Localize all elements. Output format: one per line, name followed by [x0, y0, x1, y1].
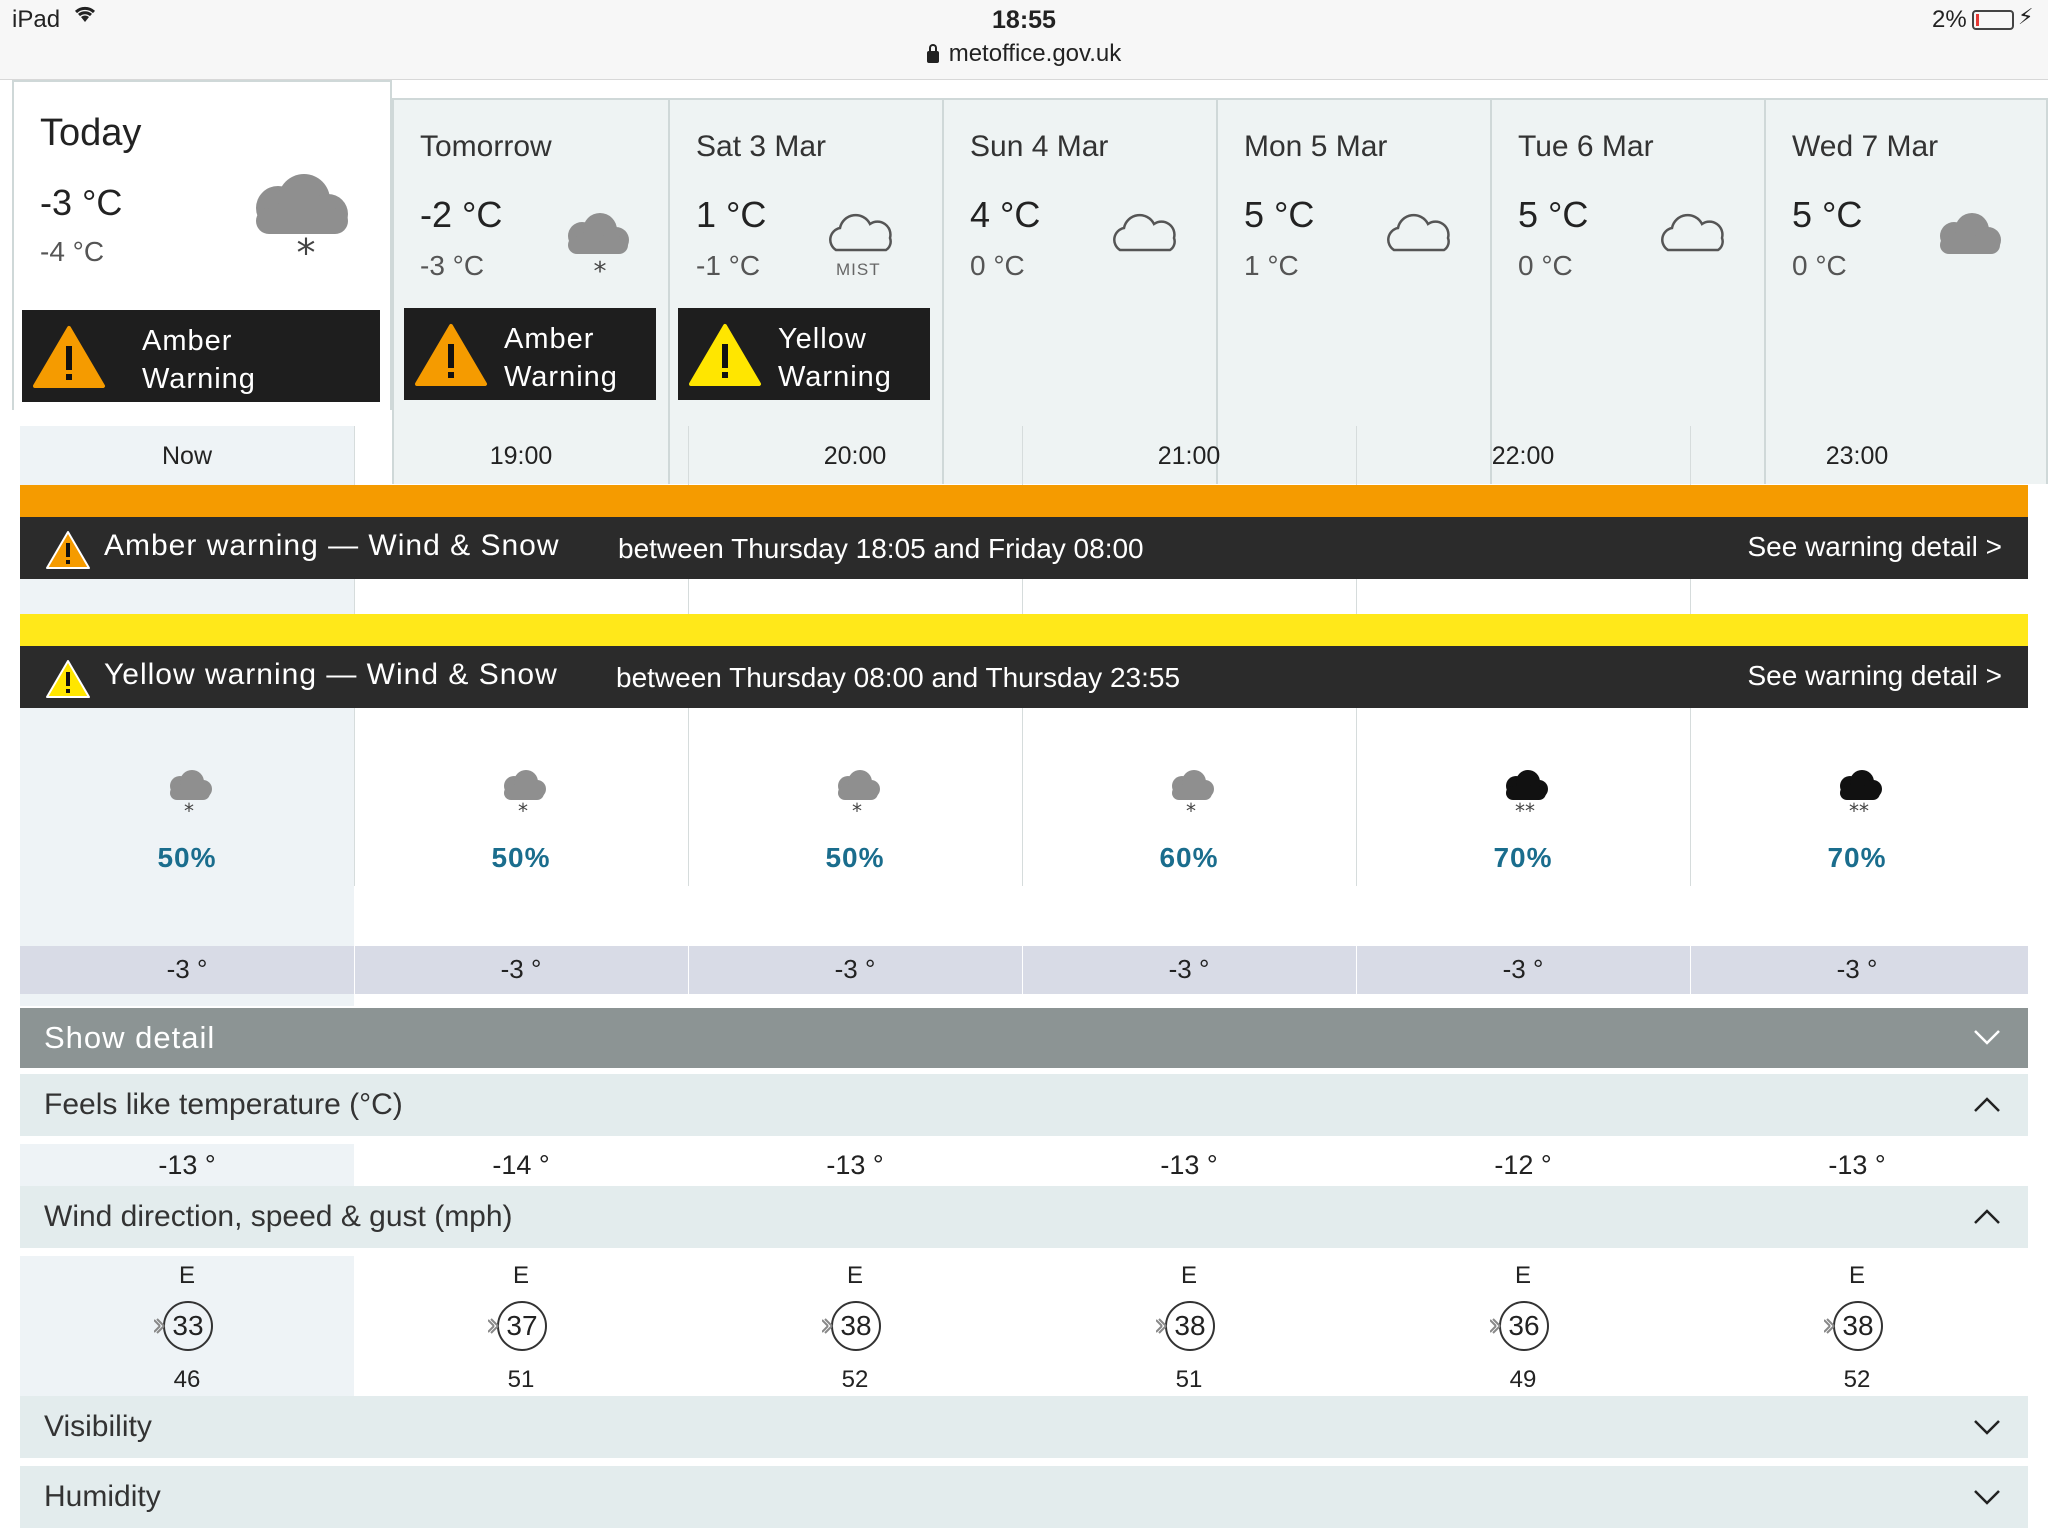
- wind-direction: E: [846, 1262, 863, 1289]
- clock: 18:55: [992, 6, 1056, 34]
- svg-text:**: **: [1515, 799, 1535, 818]
- day-max-temp: 4 °C: [970, 194, 1041, 235]
- wind-direction: E: [512, 1262, 529, 1289]
- light-snow-icon: [830, 770, 882, 818]
- feels-like-value: -13 °: [1828, 1150, 1886, 1180]
- wind-speed-badge: [154, 1296, 214, 1356]
- charging-icon: ⚡: [2018, 4, 2034, 29]
- see-warning-detail-link[interactable]: See warning detail >: [1747, 660, 2002, 691]
- precip-probability: 50%: [491, 842, 551, 873]
- light-snow-icon: [496, 770, 548, 818]
- day-min-temp: 0 °C: [1792, 250, 1847, 281]
- day-tab-mon-5-mar[interactable]: [1216, 98, 1490, 484]
- feels-like-value: -14 °: [492, 1150, 550, 1180]
- light-snow-icon: [162, 770, 214, 818]
- feels-like-label: Feels like temperature (°C): [44, 1088, 403, 1121]
- warning-triangle-icon: [44, 529, 92, 571]
- hour-label: 23:00: [1825, 442, 1889, 470]
- cloud-outline-icon: [1652, 210, 1732, 260]
- wind-speed: 38: [840, 1310, 872, 1341]
- day-max-temp: 5 °C: [1518, 194, 1589, 235]
- warning-word: Warning: [504, 361, 618, 393]
- wind-direction: E: [178, 1262, 195, 1289]
- svg-text:*: *: [296, 231, 316, 268]
- temperature-value: -3 °: [1502, 954, 1544, 984]
- temperature-value: -3 °: [834, 954, 876, 984]
- warning-triangle-icon: [688, 322, 762, 388]
- day-name: Sun 4 Mar: [970, 130, 1109, 163]
- wind-gust: 49: [1509, 1366, 1537, 1393]
- svg-text:**: **: [1849, 799, 1869, 818]
- svg-text:*: *: [184, 799, 194, 818]
- show-detail-toggle[interactable]: [20, 1008, 2028, 1068]
- day-name: Wed 7 Mar: [1792, 130, 1939, 163]
- hour-label: 22:00: [1491, 442, 1555, 470]
- cloud-outline-icon: [1104, 210, 1184, 260]
- svg-text:*: *: [518, 799, 528, 818]
- svg-text:*: *: [852, 799, 862, 818]
- wind-speed: 38: [1842, 1310, 1874, 1341]
- warning-badge-amber[interactable]: [404, 308, 656, 400]
- wind-gust: 46: [173, 1366, 201, 1393]
- wind-direction: E: [1514, 1262, 1531, 1289]
- svg-text:*: *: [1186, 799, 1196, 818]
- warning-period: between Thursday 08:00 and Thursday 23:55: [616, 662, 1181, 693]
- device-name: iPad: [12, 6, 61, 33]
- cloud-outline-icon: [1378, 210, 1458, 260]
- day-min-temp: 0 °C: [1518, 250, 1573, 281]
- amber-warning-stripe: [20, 485, 2028, 517]
- wind-speed-badge: [1824, 1296, 1884, 1356]
- day-tab-tomorrow[interactable]: [392, 98, 668, 484]
- precip-probability: 50%: [825, 842, 885, 873]
- wind-speed-badge: [1490, 1296, 1550, 1356]
- wind-gust: 51: [507, 1366, 535, 1393]
- day-tab-sun-4-mar[interactable]: [942, 98, 1216, 484]
- wind-section-header[interactable]: [20, 1186, 2028, 1248]
- wind-speed: 36: [1508, 1310, 1540, 1341]
- day-min-temp: -3 °C: [420, 250, 485, 281]
- chevron-down-icon: [1972, 1416, 2002, 1438]
- wind-gust: 51: [1175, 1366, 1203, 1393]
- svg-text:*: *: [593, 257, 607, 280]
- wind-direction: E: [1848, 1262, 1865, 1289]
- warning-level: Amber: [504, 323, 595, 355]
- warning-type: Yellow warning — Wind & Snow: [104, 658, 558, 691]
- wind-speed-badge: [822, 1296, 882, 1356]
- day-name: Mon 5 Mar: [1244, 130, 1388, 163]
- day-tab-wed-7-mar[interactable]: [1764, 98, 2048, 484]
- warning-type: Amber warning — Wind & Snow: [104, 529, 560, 562]
- warning-word: Warning: [778, 361, 892, 393]
- wind-speed: 33: [172, 1310, 204, 1341]
- day-min-temp: 1 °C: [1244, 250, 1299, 281]
- day-tab-today[interactable]: [12, 80, 392, 410]
- humidity-label: Humidity: [44, 1480, 161, 1513]
- see-warning-detail-link[interactable]: See warning detail >: [1747, 531, 2002, 562]
- mist-cloud-icon: [820, 210, 900, 260]
- temperature-value: -3 °: [1836, 954, 1878, 984]
- day-name: Tue 6 Mar: [1518, 130, 1654, 163]
- warning-word: Warning: [142, 363, 256, 395]
- status-bar: [0, 0, 2048, 80]
- chevron-up-icon: [1972, 1094, 2002, 1116]
- precip-probability: 70%: [1493, 842, 1553, 873]
- day-min-temp: 0 °C: [970, 250, 1025, 281]
- hour-label: 19:00: [489, 442, 553, 470]
- day-max-temp: -3 °C: [40, 182, 123, 223]
- warning-badge-amber[interactable]: [22, 310, 380, 402]
- temperature-value: -3 °: [166, 954, 208, 984]
- wind-speed-badge: [488, 1296, 548, 1356]
- wind-gust: 52: [841, 1366, 869, 1393]
- chevron-up-icon: [1972, 1206, 2002, 1228]
- amber-warning-banner[interactable]: [20, 517, 2028, 579]
- day-min-temp: -4 °C: [40, 236, 105, 267]
- heavy-snow-icon: [1498, 770, 1550, 818]
- day-min-temp: -1 °C: [696, 250, 761, 281]
- battery-percent: 2%: [1932, 6, 1967, 33]
- url-text: metoffice.gov.uk: [948, 40, 1122, 67]
- feels-like-value: -12 °: [1494, 1150, 1552, 1180]
- day-max-temp: 5 °C: [1792, 194, 1863, 235]
- wind-direction: E: [1180, 1262, 1197, 1289]
- battery-icon: [1972, 10, 2014, 30]
- lock-icon: [927, 51, 939, 63]
- chevron-down-icon: [1972, 1026, 2002, 1048]
- address-bar[interactable]: [0, 40, 2048, 68]
- precip-probability: 60%: [1159, 842, 1219, 873]
- warning-level: Amber: [142, 325, 233, 357]
- precip-probability: 70%: [1827, 842, 1887, 873]
- humidity-section-header[interactable]: [20, 1466, 2028, 1528]
- warning-badge-yellow[interactable]: [678, 308, 930, 400]
- feels-like-value: -13 °: [1160, 1150, 1218, 1180]
- day-name: Today: [40, 112, 142, 154]
- hour-label: 21:00: [1157, 442, 1221, 470]
- yellow-warning-stripe: [20, 614, 2028, 646]
- warning-level: Yellow: [778, 323, 867, 355]
- light-snow-icon: [1164, 770, 1216, 818]
- heavy-snow-cloud-icon: [238, 168, 358, 268]
- day-name: Sat 3 Mar: [696, 130, 827, 163]
- day-tab-tue-6-mar[interactable]: [1490, 98, 1764, 484]
- wind-speed-badge: [1156, 1296, 1216, 1356]
- day-tab-sat-3-mar[interactable]: [668, 98, 942, 484]
- mist-label: MIST: [836, 260, 881, 279]
- feels-like-section-header[interactable]: [20, 1074, 2028, 1136]
- heavy-snow-icon: [1832, 770, 1884, 818]
- feels-like-value: -13 °: [826, 1150, 884, 1180]
- warning-triangle-icon: [32, 324, 106, 390]
- show-detail-label: Show detail: [44, 1020, 216, 1055]
- wind-speed: 37: [506, 1310, 538, 1341]
- temperature-value: -3 °: [1168, 954, 1210, 984]
- day-max-temp: 5 °C: [1244, 194, 1315, 235]
- grey-cloud-icon: [1926, 210, 2006, 260]
- warning-triangle-icon: [414, 322, 488, 388]
- temperature-row: [20, 946, 2028, 994]
- warning-triangle-icon: [44, 658, 92, 700]
- snow-cloud-icon: [554, 210, 634, 280]
- visibility-section-header[interactable]: [20, 1396, 2028, 1458]
- chevron-down-icon: [1972, 1486, 2002, 1508]
- visibility-label: Visibility: [44, 1410, 152, 1443]
- precip-probability: 50%: [157, 842, 217, 873]
- warning-period: between Thursday 18:05 and Friday 08:00: [618, 533, 1144, 564]
- day-tabs: [0, 80, 2048, 410]
- yellow-warning-banner[interactable]: [20, 646, 2028, 708]
- wind-gust: 52: [1843, 1366, 1871, 1393]
- wind-speed: 38: [1174, 1310, 1206, 1341]
- wind-label: Wind direction, speed & gust (mph): [44, 1200, 513, 1233]
- hour-label: Now: [161, 442, 212, 470]
- day-max-temp: -2 °C: [420, 194, 503, 235]
- day-name: Tomorrow: [420, 130, 552, 163]
- temperature-value: -3 °: [500, 954, 542, 984]
- day-max-temp: 1 °C: [696, 194, 767, 235]
- hour-label: 20:00: [823, 442, 887, 470]
- feels-like-value: -13 °: [158, 1150, 216, 1180]
